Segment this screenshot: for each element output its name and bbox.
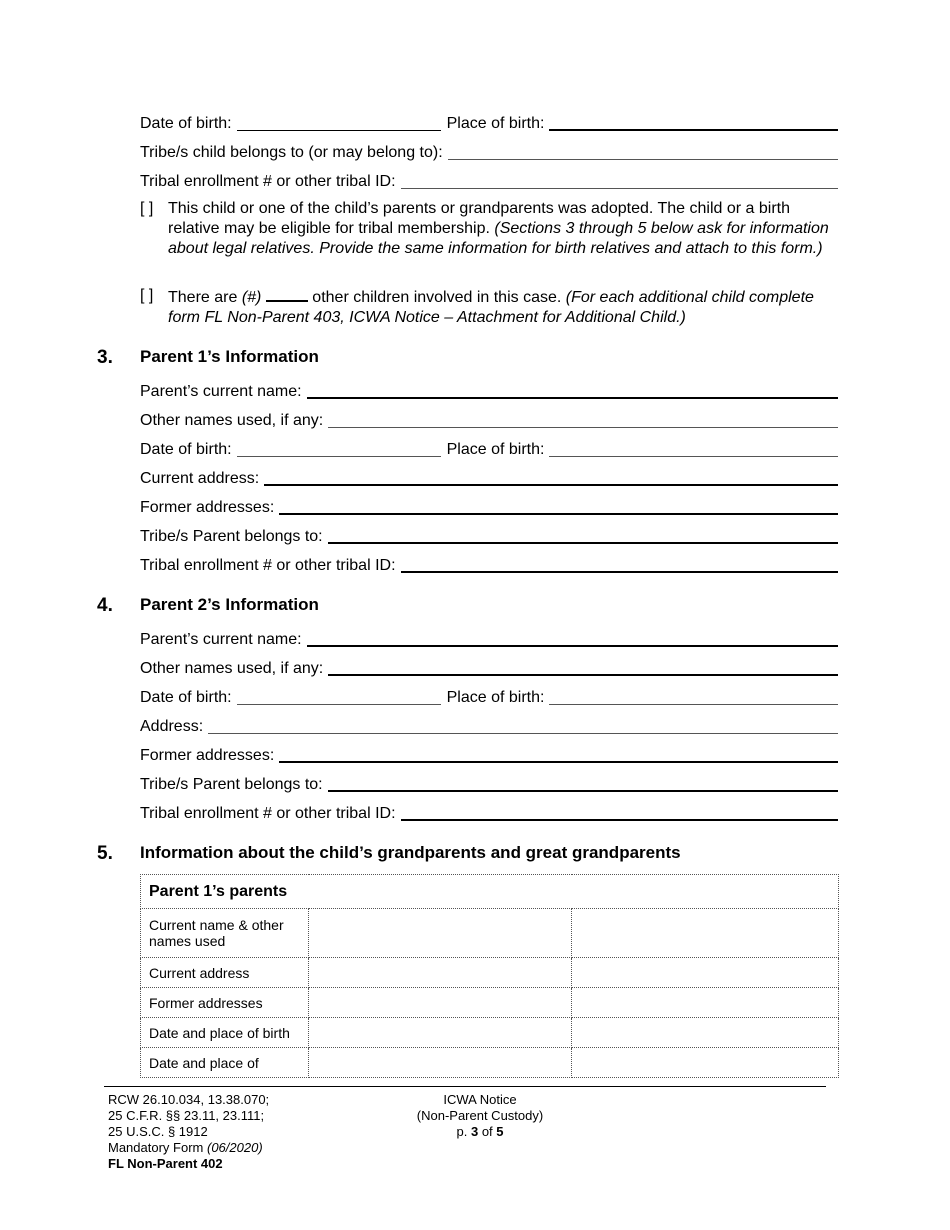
child-dob-label: Date of birth: — [140, 115, 232, 132]
section-3-title: Parent 1’s Information — [140, 347, 319, 366]
p1-name-label: Parent’s current name: — [140, 383, 302, 400]
p1-other-label: Other names used, if any: — [140, 412, 324, 429]
footer-cfr: 25 C.F.R. §§ 23.11, 23.111; — [108, 1108, 265, 1123]
section-4-title: Parent 2’s Information — [140, 595, 319, 614]
p2-birth-row — [140, 685, 838, 707]
footer-rcw: RCW 26.10.034, 13.38.070; — [108, 1092, 270, 1107]
child-dob-field[interactable] — [237, 112, 441, 131]
child-birth-row — [140, 111, 838, 133]
row-label-name: Current name & other names used — [141, 909, 309, 958]
p2-name-field[interactable] — [307, 627, 838, 647]
child-tribe-label: Tribe/s child belongs to (or may belong to): — [140, 144, 443, 161]
child-enroll-label: Tribal enrollment # or other tribal ID: — [140, 173, 396, 190]
p1-name-field[interactable] — [307, 379, 838, 399]
p1-dob-label: Date of birth: — [140, 441, 232, 458]
section-5-title: Information about the child’s grandparents and great grandparents — [140, 843, 681, 862]
footer-page-total: 5 — [496, 1124, 504, 1139]
section-4-number: 4. — [97, 595, 113, 616]
p2-tribe-row — [140, 772, 838, 794]
row-label-birth: Date and place of birth — [141, 1018, 309, 1048]
p2-pob-label: Place of birth: — [446, 689, 545, 706]
p1-enroll-row — [140, 553, 838, 575]
cell-name-2[interactable] — [572, 909, 839, 958]
p1-dob-field[interactable] — [237, 438, 441, 457]
cell-birth-1[interactable] — [309, 1018, 572, 1048]
p2-addr-field[interactable] — [208, 715, 838, 734]
other-children-text-a: There are — [168, 289, 238, 306]
p2-name-label: Parent’s current name: — [140, 631, 302, 648]
p1-birth-row — [140, 437, 838, 459]
p1-pob-label: Place of birth: — [446, 441, 545, 458]
p1-tribe-row — [140, 524, 838, 546]
footer-date: (06/2020) — [207, 1140, 263, 1155]
adopted-checkbox[interactable]: [ ] — [140, 200, 154, 217]
other-children-note: (For each additional child complete form FL Non-Parent 403, ICWA Notice – Attachment for Additional Child.) — [168, 289, 814, 326]
p2-former-row — [140, 743, 838, 765]
footer-title — [380, 1092, 580, 1140]
p1-pob-field[interactable] — [549, 438, 838, 457]
footer-notice: ICWA Notice — [443, 1092, 517, 1107]
table-header: Parent 1’s parents — [141, 875, 839, 909]
grandparents-table — [140, 874, 839, 1078]
p1-former-row — [140, 495, 838, 517]
footer-mandatory: Mandatory Form (06/2020) — [108, 1140, 263, 1155]
p1-addr-row — [140, 466, 838, 488]
child-tribe-row — [140, 140, 838, 162]
footer-usc: 25 U.S.C. § 1912 — [108, 1124, 208, 1139]
child-enroll-row — [140, 169, 838, 191]
footer-page-num: 3 — [470, 1124, 479, 1139]
p2-enroll-label: Tribal enrollment # or other tribal ID: — [140, 805, 396, 822]
p2-name-row — [140, 627, 838, 649]
p2-addr-row — [140, 714, 838, 736]
other-children-num-label: (#) — [241, 289, 262, 306]
p2-other-field[interactable] — [328, 656, 838, 676]
cell-name-1[interactable] — [309, 909, 572, 958]
footer-form-id: FL Non-Parent 402 — [108, 1156, 223, 1171]
footer-custody: (Non-Parent Custody) — [416, 1108, 544, 1123]
p2-tribe-label: Tribe/s Parent belongs to: — [140, 776, 323, 793]
p1-enroll-field[interactable] — [401, 553, 838, 573]
cell-death-1[interactable] — [309, 1048, 572, 1078]
footer-page: p. 3 of 5 — [456, 1124, 504, 1139]
p2-enroll-field[interactable] — [401, 801, 838, 821]
p1-addr-field[interactable] — [264, 466, 838, 486]
adopted-checkbox-item — [140, 199, 838, 259]
other-children-checkbox[interactable]: [ ] — [140, 287, 154, 304]
adopted-note: (Sections 3 through 5 below ask for information about legal relatives. Provide the same information for birth relatives and attach to this form.) — [168, 220, 829, 257]
section-3-number: 3. — [97, 347, 113, 368]
other-children-count-field[interactable] — [266, 286, 308, 302]
other-children-text-b: other children involved in this case. — [312, 289, 562, 306]
child-tribe-field[interactable] — [448, 141, 838, 160]
p1-name-row — [140, 379, 838, 401]
other-children-item — [140, 286, 838, 328]
p1-addr-label: Current address: — [140, 470, 260, 487]
p2-former-label: Former addresses: — [140, 747, 275, 764]
cell-death-2[interactable] — [572, 1048, 839, 1078]
p2-former-field[interactable] — [279, 743, 838, 763]
p2-dob-label: Date of birth: — [140, 689, 232, 706]
p1-former-label: Former addresses: — [140, 499, 275, 516]
p2-other-row — [140, 656, 838, 678]
p2-enroll-row — [140, 801, 838, 823]
p2-dob-field[interactable] — [237, 686, 441, 705]
child-pob-field[interactable] — [549, 111, 838, 131]
footer-rule — [104, 1086, 826, 1087]
cell-former-1[interactable] — [309, 988, 572, 1018]
p1-enroll-label: Tribal enrollment # or other tribal ID: — [140, 557, 396, 574]
row-label-death: Date and place of — [141, 1048, 309, 1078]
footer-citations — [108, 1092, 269, 1172]
p2-tribe-field[interactable] — [328, 772, 838, 792]
p1-other-row — [140, 408, 838, 430]
cell-address-2[interactable] — [572, 958, 839, 988]
child-enroll-field[interactable] — [401, 170, 838, 189]
row-label-address: Current address — [141, 958, 309, 988]
row-label-former: Former addresses — [141, 988, 309, 1018]
p2-other-label: Other names used, if any: — [140, 660, 324, 677]
cell-former-2[interactable] — [572, 988, 839, 1018]
p2-addr-label: Address: — [140, 718, 204, 735]
child-pob-label: Place of birth: — [446, 115, 545, 132]
adopted-text: This child or one of the child’s parents or grandparents was adopted. The child or a birth relative may be eligible for tribal membership. — [168, 200, 790, 237]
cell-address-1[interactable] — [309, 958, 572, 988]
p1-tribe-field[interactable] — [328, 524, 838, 544]
p1-former-field[interactable] — [279, 495, 838, 515]
p1-other-field[interactable] — [328, 409, 838, 428]
section-5-number: 5. — [97, 843, 113, 864]
cell-birth-2[interactable] — [572, 1018, 839, 1048]
p2-pob-field[interactable] — [549, 686, 838, 705]
p1-tribe-label: Tribe/s Parent belongs to: — [140, 528, 323, 545]
